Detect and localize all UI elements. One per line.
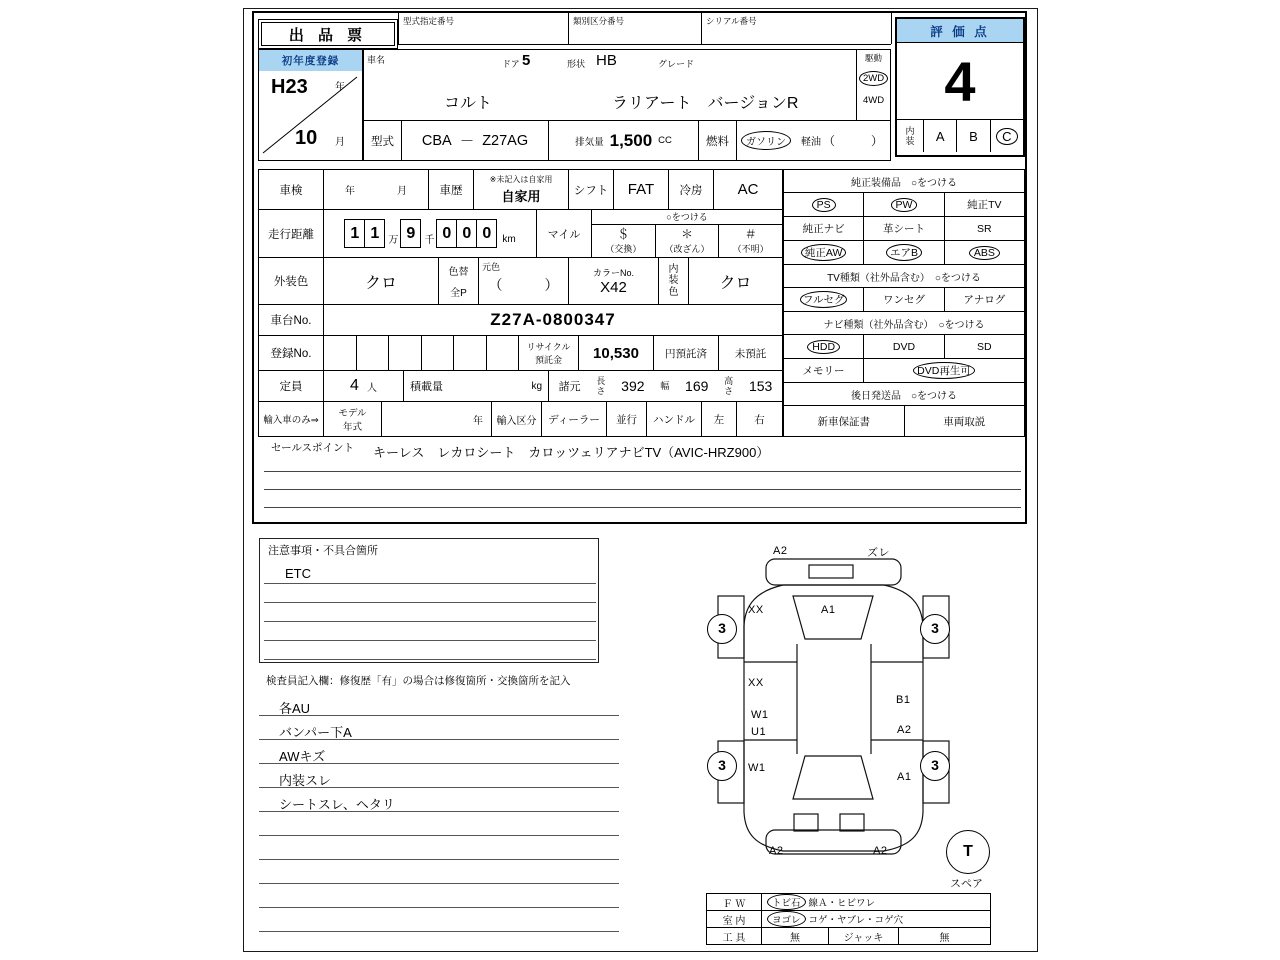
plate-boxes [324, 336, 519, 370]
history-note: ※未記入は自家用 [489, 175, 553, 184]
details-table [258, 169, 783, 437]
history-label: 車歴 [429, 170, 474, 209]
mileage-digit: 9 [400, 219, 421, 248]
ruled-line [264, 602, 596, 603]
equipment-item-dvd-play: DVD再生可 [864, 359, 1024, 382]
equipment-item-airbag: エアB [864, 241, 944, 264]
vehicle-name-row [364, 50, 890, 121]
equipment-item-dvd: DVD [864, 335, 944, 358]
inspector-item: シートスレ、ヘタリ [279, 797, 395, 812]
fuel-label: 燃料 [699, 121, 737, 160]
sales-point-label: セールスポイント [271, 442, 355, 454]
width-value: 169 [685, 378, 709, 394]
color-row [259, 258, 782, 305]
import-row [259, 402, 782, 436]
history-cell [474, 170, 569, 209]
inspection-label: 車検 [259, 170, 324, 209]
damage-code: W1 [748, 762, 766, 774]
inspection-month-unit: 月 [397, 186, 407, 197]
first-registration-header: 初年度登録 [259, 50, 362, 71]
chassis-value: Z27A-0800347 [490, 310, 616, 329]
color-no-label: カラーNo. [592, 268, 634, 278]
inspector-item: 各AU [279, 701, 311, 716]
form-block [252, 11, 1027, 524]
car-outline-drawing [701, 544, 959, 866]
recycle-paid: 円預託済 [654, 336, 719, 370]
ruled-line [259, 907, 619, 908]
damage-code: XX [748, 604, 764, 616]
serial-field [702, 13, 892, 44]
equipment-item-abs: ABS [945, 241, 1024, 264]
classification-field [569, 13, 702, 44]
mileage-digit: 0 [456, 219, 477, 248]
condition-row-fw [707, 894, 990, 911]
ruled-line [264, 640, 596, 641]
door-label: ドア [502, 59, 520, 69]
mileage-marks-cell [592, 210, 782, 257]
load-unit: kg [531, 380, 542, 392]
equipment-panel [783, 169, 1025, 437]
handle-right: 右 [754, 413, 765, 426]
registration-no-row [259, 336, 782, 371]
tire-grade: 3 [707, 614, 737, 644]
width-label: 幅 [660, 380, 670, 391]
grade-label: グレード [658, 59, 695, 69]
equipment-row [784, 335, 1024, 359]
inspector-item: 内装スレ [279, 773, 332, 788]
ac-value: AC [737, 181, 759, 198]
score-value: 4 [944, 49, 976, 113]
mark-tampered-text: （改ざん） [664, 244, 710, 254]
chassis-label: 車台No. [259, 305, 324, 335]
displacement-value: 1,500 [609, 130, 653, 150]
registration-month: 10 [295, 127, 318, 149]
mark-exchange-text: （交換） [605, 244, 642, 254]
model-designation-label: 型式指定番号 [403, 16, 455, 26]
recolor-all: 全P [450, 288, 467, 299]
mark-unknown-symbol: ＃ [744, 227, 757, 241]
condition-table [706, 893, 991, 945]
equipment-item-sd: SD [977, 340, 992, 353]
ruled-line [259, 811, 619, 812]
ruled-line [259, 787, 619, 788]
damage-code: W1 [751, 709, 769, 721]
drive-cell [856, 50, 890, 121]
damage-code: A2 [769, 845, 784, 857]
model-code-prefix: CBA [421, 132, 452, 149]
height-value: 153 [748, 378, 773, 394]
displacement-label: 排気量 [575, 136, 604, 148]
chassis-row [259, 305, 782, 336]
original-color-cell [479, 258, 569, 304]
equipment-item-pw: PW [864, 193, 944, 216]
model-year-label: モデル 年式 [324, 402, 382, 436]
condition-value: トビ石 線Ａ・ヒビワレ [762, 894, 990, 910]
mark-unknown-text: （不明） [732, 244, 769, 254]
model-designation-field [399, 13, 569, 44]
sheet-title [258, 19, 398, 49]
capacity-row [259, 371, 782, 402]
interior-color-value: クロ [719, 274, 752, 292]
inspection-row [259, 170, 782, 210]
equipment-header-navi-type: ナビ種類（社外品含む） ○をつける [784, 312, 1024, 335]
condition-label: 工 具 [707, 928, 762, 944]
ruled-line [264, 583, 596, 584]
condition-jack-label: ジャッキ [829, 928, 899, 944]
interior-grade-b: B [956, 120, 989, 152]
car-name-value: コルト [444, 95, 493, 112]
damage-code: A2 [773, 545, 788, 557]
height-label: 高さ [724, 375, 734, 396]
ruled-line [259, 835, 619, 836]
grade-value: ラリアート バージョンR [612, 95, 799, 112]
mark-unknown [719, 225, 782, 257]
condition-selected: ヨゴレ [767, 911, 806, 927]
equipment-item-leather: 革シート [864, 217, 944, 240]
equipment-item-manual: 車両取説 [943, 415, 986, 428]
ruled-line [259, 883, 619, 884]
car-name-label: 車名 [367, 55, 386, 65]
equipment-header-genuine: 純正装備品 ○をつける [784, 170, 1024, 193]
ruled-line [264, 659, 596, 660]
displacement-unit: CC [658, 135, 672, 146]
damage-diagram [701, 544, 959, 866]
notes-title: 注意事項・不具合箇所 [268, 545, 378, 557]
condition-selected: トビ石 [767, 894, 806, 910]
spare-tire-mark: T [946, 830, 990, 874]
interior-grade-c-selected: C [990, 120, 1023, 152]
notes-box [259, 538, 599, 663]
shape-label: 形状 [567, 59, 586, 69]
ruled-line [264, 471, 1021, 472]
model-row [364, 121, 890, 160]
score-box [895, 17, 1025, 157]
length-value: 392 [621, 378, 645, 394]
shift-label: シフト [569, 170, 614, 209]
color-no-value: X42 [600, 279, 627, 296]
ruled-line [259, 859, 619, 860]
condition-row-interior [707, 911, 990, 928]
top-number-fields [398, 13, 891, 45]
displacement-cell [549, 121, 699, 160]
model-code-value: Z27AG [482, 132, 529, 149]
mark-exchange-symbol: ＄ [617, 227, 630, 241]
ruled-line [259, 763, 619, 764]
load-cell [404, 371, 549, 401]
damage-code: A2 [873, 845, 888, 857]
import-dealer: ディーラー [542, 402, 607, 436]
length-label: 長さ [596, 375, 606, 396]
equipment-item-ps: PS [784, 193, 864, 216]
marks-header: ○をつける [592, 210, 782, 225]
mileage-unit: km [502, 234, 516, 245]
equipment-item-tv: 純正TV [967, 199, 1002, 211]
damage-code: B1 [896, 694, 911, 706]
load-label: 積載量 [410, 381, 443, 393]
door-value: 5 [522, 52, 531, 69]
fuel-gasoline-selected: ガソリン [741, 131, 791, 150]
equipment-item-memory: メモリー [784, 359, 864, 382]
color-no-cell [569, 258, 659, 304]
condition-label: Ｆ Ｗ [707, 894, 762, 910]
equipment-header-later-ship: 後日発送品 ○をつける [784, 383, 1024, 406]
shape-value: HB [596, 52, 617, 69]
ruled-line [264, 621, 596, 622]
equipment-row [784, 241, 1024, 265]
equipment-row [784, 288, 1024, 312]
capacity-value: 4 [350, 377, 359, 394]
damage-code: A1 [821, 604, 836, 616]
equipment-row [784, 359, 1024, 383]
exterior-color-label: 外装色 [259, 258, 324, 304]
ruled-line [259, 739, 619, 740]
handle-label: ハンドル [647, 402, 702, 436]
condition-row-tools [707, 928, 990, 944]
mileage-row [259, 210, 782, 258]
mark-tampered [656, 225, 720, 257]
mileage-digit: 0 [436, 219, 457, 248]
damage-code: A1 [897, 771, 912, 783]
mileage-digit: 1 [364, 219, 385, 248]
mark-tampered-symbol: ＊ [681, 227, 694, 241]
equipment-row [784, 406, 1024, 436]
original-color-parens: （ ） [488, 277, 559, 293]
capacity-cell [324, 371, 404, 401]
marks-options [592, 225, 782, 257]
model-code-cell [402, 121, 549, 160]
damage-code: U1 [751, 726, 767, 738]
shift-value: FAT [614, 170, 669, 209]
ruled-line [264, 507, 1021, 508]
condition-tools-none: 無 [762, 928, 829, 944]
capacity-label: 定員 [259, 371, 324, 401]
condition-jack-none: 無 [939, 932, 950, 944]
serial-label: シリアル番号 [706, 16, 757, 26]
mark-exchange [592, 225, 656, 257]
mileage-digit: 0 [476, 219, 497, 248]
interior-color-label-cell [659, 258, 689, 304]
auction-sheet [243, 8, 1038, 952]
condition-label: 室 内 [707, 911, 762, 927]
ruled-line [259, 715, 619, 716]
drive-4wd: 4WD [862, 95, 885, 106]
interior-grade-a: A [923, 120, 956, 152]
registration-year: H23 [271, 76, 308, 98]
import-parallel: 並行 [607, 402, 647, 436]
drive-2wd-selected: 2WD [859, 71, 888, 86]
drive-label: 駆動 [864, 53, 882, 63]
recycle-label: リサイクル 預託金 [519, 336, 579, 370]
fuel-parens: （ ） [823, 134, 884, 148]
mile-label: マイル [537, 210, 592, 257]
model-label: 型式 [364, 121, 402, 160]
mileage-digit: 1 [344, 219, 365, 248]
interior-color-label: 内装色 [668, 264, 679, 298]
inspection-year-unit: 年 [345, 186, 355, 197]
damage-code: XX [748, 677, 764, 689]
damage-code: ズレ [867, 547, 890, 559]
spare-tire-label: スペア [950, 878, 983, 890]
recolor-cell [439, 258, 479, 304]
ruled-line [259, 931, 619, 932]
mileage-label: 走行距離 [259, 210, 324, 257]
equipment-item-warranty: 新車保証書 [784, 406, 905, 436]
original-color-label: 元色 [482, 262, 501, 272]
inspection-date-cell [324, 170, 429, 209]
ac-label: 冷房 [669, 170, 714, 209]
recycle-unpaid: 未預託 [734, 347, 767, 360]
registration-year-unit: 年 [335, 82, 345, 93]
model-code-sep: － [459, 134, 475, 150]
recolor-label: 色替 [448, 267, 469, 278]
history-value: 自家用 [501, 189, 541, 204]
fuel-cell [737, 121, 890, 160]
interior-grade-row [897, 119, 1023, 152]
capacity-unit: 人 [366, 382, 377, 394]
equipment-item-analog: アナログ [963, 294, 1006, 306]
equipment-item-navi: 純正ナビ [784, 217, 864, 240]
inspector-item: バンパー下A [279, 725, 352, 740]
equipment-row [784, 217, 1024, 241]
mileage-sen: 千 [424, 235, 435, 246]
fuel-diesel: 軽油 [801, 137, 821, 148]
sales-point-text: キーレス レカロシート カロッツェリアナビTV（AVIC-HRZ900） [373, 445, 770, 460]
inspector-title: 検査員記入欄：修復歴「有」の場合は修復箇所・交換箇所を記入 [266, 675, 571, 687]
spec-cell [549, 371, 782, 401]
equipment-item-aw: 純正AW [784, 241, 864, 264]
tire-grade: 3 [707, 751, 737, 781]
registration-month-unit: 月 [335, 137, 345, 148]
exterior-color-value: クロ [324, 258, 439, 304]
import-label: 輸入車のみ⇒ [259, 402, 324, 436]
mileage-man: 万 [388, 235, 399, 246]
spec-label: 諸元 [558, 381, 581, 393]
equipment-item-sr: SR [977, 222, 992, 235]
equipment-item-oneseg: ワンセグ [864, 288, 944, 311]
model-year-unit: 年 [473, 415, 483, 427]
vehicle-block [363, 49, 891, 161]
ruled-line [264, 489, 1021, 490]
mileage-cell [324, 210, 537, 257]
interior-grade-label: 内装 [905, 125, 915, 146]
equipment-item-fullseg: フルセグ [784, 288, 864, 311]
score-header: 評 価 点 [897, 19, 1023, 43]
sheet-title-text: 出 品 票 [288, 26, 368, 44]
inspector-item: AWキズ [279, 749, 326, 764]
model-year-cell [382, 402, 492, 436]
equipment-row [784, 193, 1024, 217]
equipment-item-hdd: HDD [784, 335, 864, 358]
handle-left: 左 [702, 402, 737, 436]
tire-grade: 3 [920, 751, 950, 781]
damage-code: A2 [897, 724, 912, 736]
first-registration-box [258, 49, 363, 161]
condition-value: ヨゴレ コゲ・ヤブレ・コゲ穴 [762, 911, 990, 927]
notes-etc: ETC [285, 566, 311, 581]
import-class-label: 輸入区分 [492, 402, 542, 436]
recycle-amount: 10,530 [579, 336, 654, 370]
tire-grade: 3 [920, 614, 950, 644]
classification-label: 類別区分番号 [573, 16, 625, 26]
equipment-header-tv-type: TV種類（社外品含む） ○をつける [784, 265, 1024, 288]
registration-no-label: 登録No. [259, 336, 324, 370]
